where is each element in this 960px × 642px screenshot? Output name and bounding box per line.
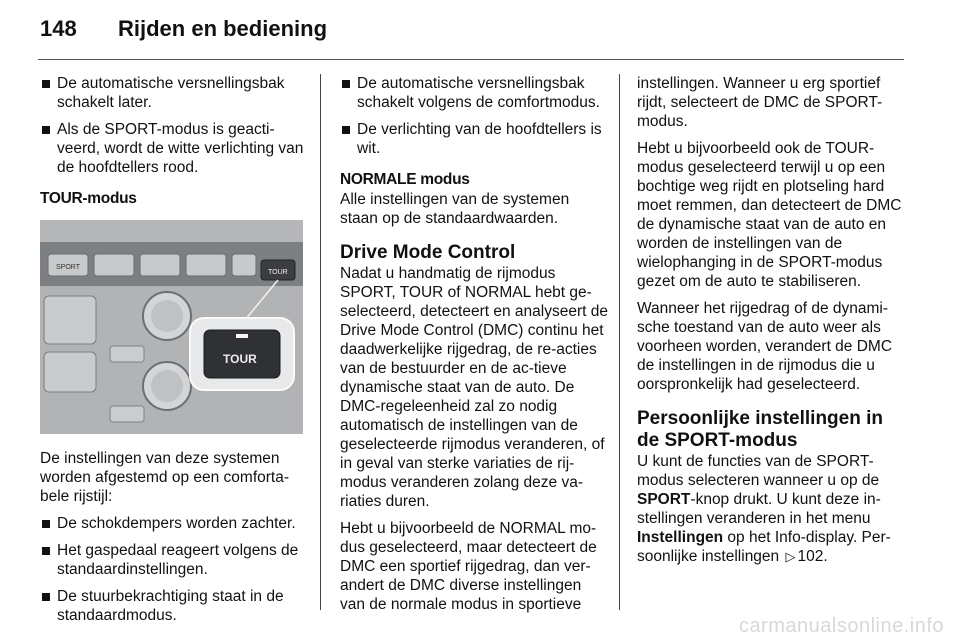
column-middle bbox=[340, 74, 608, 622]
list-item: De verlichting van de hoofdtellers is wit. bbox=[340, 120, 608, 158]
column-right bbox=[637, 74, 907, 574]
tour-small-label: TOUR bbox=[268, 269, 288, 276]
dmc-paragraph-4: Hebt u bijvoorbeeld ook de TOUR-modus geselecteerd terwijl u op een bochtige weg rijdt en plotseling hard moet remmen, dan detecteert de DMC de dynamische staat van de auto en worden de instellingen van de wielophanging in de SPORT-modus gezet om de auto te stabiliseren. bbox=[637, 140, 902, 290]
settings-menu-ref: Instellingen bbox=[637, 529, 724, 546]
tour-large-label: TOUR bbox=[223, 352, 257, 366]
list-item: Het gaspedaal reageert volgens de standaardinstellingen. bbox=[40, 541, 306, 579]
bullet-list-middle bbox=[340, 74, 608, 158]
normal-text: Alle instellingen van de systemen staan op de standaardwaarden. bbox=[340, 191, 570, 227]
sport-button-label: SPORT bbox=[56, 264, 80, 271]
tour-heading: TOUR-modus bbox=[40, 190, 137, 207]
list-item: De automatische versnellingsbak schakelt volgens de comfortmodus. bbox=[340, 74, 608, 112]
column-divider-1 bbox=[320, 74, 321, 610]
page-number: 148 bbox=[40, 16, 77, 41]
page-reference-link[interactable]: 102. bbox=[797, 548, 828, 565]
dmc-paragraph-3: instellingen. Wanneer u erg sportief rijdt, selecteert de DMC de SPORT-modus. bbox=[637, 75, 883, 130]
dmc-paragraph-2: Hebt u bijvoorbeeld de NORMAL mo-dus geselecteerd, maar detecteert de DMC een sportief rijgedrag, dan ver-andert de DMC diverse instellingen van de normale modus in sportieve bbox=[340, 520, 597, 613]
list-item: De automatische versnellingsbak schakelt later. bbox=[40, 74, 306, 112]
list-item: De schokdempers worden zachter. bbox=[40, 514, 306, 533]
console-illustration bbox=[40, 220, 303, 434]
personal-settings-text: U kunt de functies van de SPORT-modus selecteren wanneer u op de SPORT-knop drukt. U kunt deze in-stellingen veranderen in het menu Instellingen op het Info-display. Per-soonlijke instellingen ▷ 102. bbox=[637, 453, 891, 565]
watermark: carmanualsonline.info bbox=[738, 615, 944, 637]
list-item: Als de SPORT-modus is geacti-veerd, wordt de witte verlichting van de hoofdtellers rood. bbox=[40, 120, 306, 177]
column-left bbox=[40, 74, 306, 633]
personal-settings-heading: Persoonlijke instellingen in de SPORT-modus bbox=[637, 408, 883, 451]
tour-intro: De instellingen van deze systemen worden afgestemd op een comforta-bele rijstijl: bbox=[40, 450, 289, 505]
bullet-list-bottom bbox=[40, 514, 306, 625]
page-reference-icon: ▷ bbox=[785, 549, 796, 564]
list-item: De stuurbekrachtiging staat in de standaardmodus. bbox=[40, 587, 306, 625]
bullet-list-top bbox=[40, 74, 306, 177]
dashboard-photo bbox=[40, 220, 303, 434]
dmc-paragraph-5: Wanneer het rijgedrag of de dynami-sche toestand van de auto weer als voorheen worden, verandert de DMC de instellingen in de rijmodus die u oorspronkelijk had geselecteerd. bbox=[637, 300, 893, 393]
dmc-paragraph-1: Nadat u handmatig de rijmodus SPORT, TOUR of NORMAL hebt ge-selecteerd, detecteert en analyseert de Drive Mode Control (DMC) continu het daadwerkelijke rijgedrag, de re-acties van de bestuurder en de ac-tieve dynamische staat van de auto. De DMC-regeleenheid zal zo nodig automatisch de instellingen van de geselecteerde rijmodus veranderen, of in geval van sterke variaties de rij-modus veranderen zolang deze va-riaties duren. bbox=[340, 265, 608, 510]
page-title: Rijden en bediening bbox=[118, 16, 328, 41]
dmc-heading: Drive Mode Control bbox=[340, 242, 516, 263]
column-divider-2 bbox=[619, 74, 620, 610]
sport-button-ref: SPORT bbox=[637, 491, 691, 508]
header-rule bbox=[38, 59, 904, 60]
normal-heading: NORMALE modus bbox=[340, 171, 470, 188]
